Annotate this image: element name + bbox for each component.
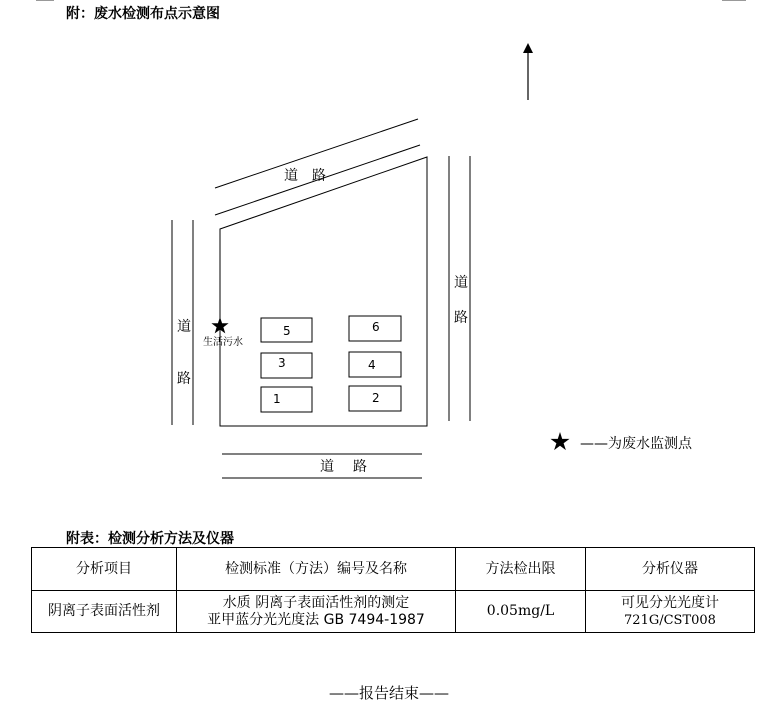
- svg-text:2: 2: [372, 391, 380, 405]
- header-instrument: 分析仪器: [586, 548, 755, 591]
- cell-item: 阴离子表面活性剂: [32, 591, 177, 633]
- road-bottom-label-1: 道: [320, 459, 334, 475]
- instrument-line-2: 721G/CST008: [624, 612, 716, 628]
- road-top-label-1: 道: [284, 168, 298, 184]
- cell-standard: [177, 591, 456, 633]
- building-1: [261, 387, 312, 412]
- svg-text:5: 5: [283, 324, 291, 338]
- standard-line-1: 水质 阴离子表面活性剂的测定: [222, 594, 410, 611]
- header-standard: 检测标准（方法）编号及名称: [177, 548, 456, 591]
- svg-text:4: 4: [368, 358, 376, 372]
- standard-line-2: 亚甲蓝分光光度法 GB 7494-1987: [207, 611, 425, 628]
- report-end-note: ——报告结束——: [328, 684, 449, 702]
- north-arrow-icon: [523, 43, 533, 100]
- methods-table: [31, 547, 755, 633]
- svg-text:1: 1: [273, 392, 281, 406]
- cell-limit: 0.05mg/L: [456, 591, 586, 633]
- header-item: 分析项目: [32, 548, 177, 591]
- building-2: [349, 386, 401, 411]
- sample-point-label: 生活污水: [203, 337, 243, 348]
- road-top-label-2: 路: [312, 168, 326, 184]
- road-top: [215, 119, 420, 215]
- legend-star-icon: [551, 432, 570, 450]
- header-limit: 方法检出限: [456, 548, 586, 591]
- legend-text: ——为废水监测点: [580, 436, 692, 452]
- svg-text:3: 3: [278, 356, 286, 370]
- table-row: [32, 591, 755, 633]
- road-right-label-2: 路: [454, 310, 468, 326]
- instrument-line-1: 可见分光光度计: [621, 594, 719, 611]
- road-left-label-2: 路: [177, 371, 191, 387]
- building-5: [261, 318, 312, 342]
- building-4: [349, 352, 401, 377]
- table-header-row: [32, 548, 755, 591]
- svg-text:6: 6: [372, 320, 380, 334]
- map-heading: 附：废水检测布点示意图: [66, 6, 220, 22]
- building-6: [349, 316, 401, 341]
- cell-instrument: [586, 591, 755, 633]
- road-left-label-1: 道: [177, 319, 191, 335]
- road-right-label-1: 道: [454, 275, 468, 291]
- road-bottom-label-2: 路: [353, 459, 367, 475]
- table-heading: 附表：检测分析方法及仪器: [66, 531, 234, 547]
- building-3: [261, 353, 312, 378]
